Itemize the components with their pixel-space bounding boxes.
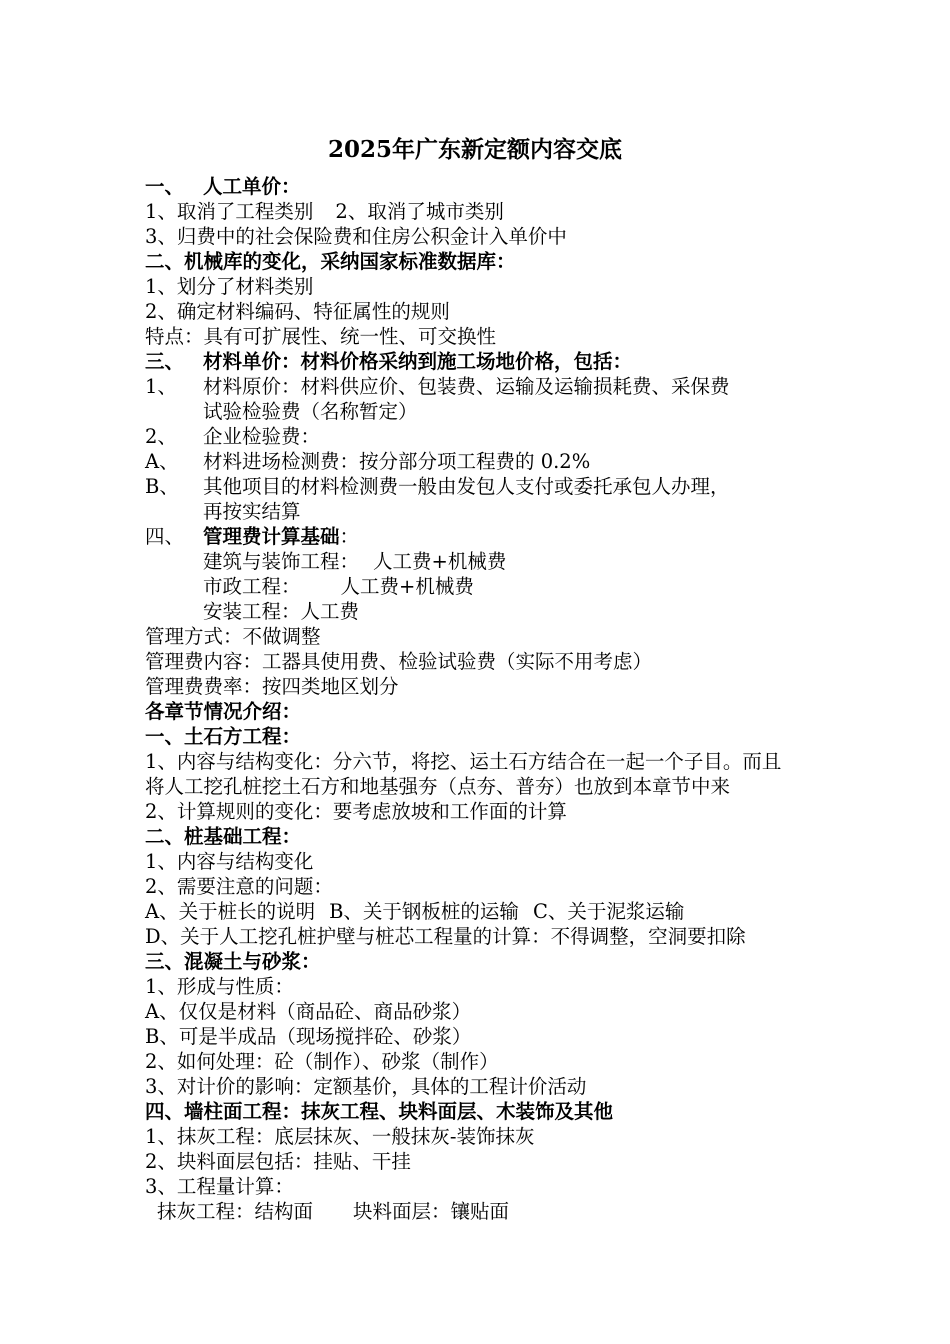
text-line: 2、如何处理：砼（制作）、砂浆（制作） [145, 1050, 499, 1073]
text-item: 1、取消了工程类别 [145, 200, 314, 223]
text-line: 3、工程量计算： [145, 1175, 294, 1198]
chapter-1-heading: 一、土石方工程： [145, 725, 302, 748]
text-item: 人工费+机械费 [373, 550, 507, 573]
text-line: 管理方式：不做调整 [145, 625, 321, 648]
text-line [145, 1199, 915, 1224]
list-text: 企业检验费： [203, 425, 321, 448]
text-item: 建筑与装饰工程： [203, 550, 360, 573]
chapter-3-heading: 三、混凝土与砂浆： [145, 950, 321, 973]
text-line: B、可是半成品（现场搅拌砼、砂浆） [145, 1025, 472, 1048]
text-line: 1、划分了材料类别 [145, 275, 314, 298]
text-line: D、关于人工挖孔桩护壁与桩芯工程量的计算：不得调整，空洞要扣除 [145, 925, 746, 948]
list-marker: A、 [145, 450, 179, 473]
text-line: 3、对计价的影响：定额基价，具体的工程计价活动 [145, 1075, 587, 1098]
section-1-title: 人工单价： [203, 175, 301, 198]
text-line: A、仅仅是材料（商品砼、商品砂浆） [145, 1000, 472, 1023]
list-marker: 1、 [145, 375, 177, 398]
text-line: 1、内容与结构变化：分六节，将挖、运土石方结合在一起一个子目。而且 [145, 750, 782, 773]
text-line: 2、确定材料编码、特征属性的规则 [145, 300, 450, 323]
section-4-title: 管理费计算基础 [203, 525, 340, 548]
list-marker: 2、 [145, 425, 177, 448]
section-1-number: 一、 [145, 175, 185, 198]
text-line [145, 549, 915, 574]
text-item: 人工费+机械费 [340, 575, 474, 598]
list-marker: B、 [145, 475, 179, 498]
section-2-heading: 二、机械库的变化，采纳国家标准数据库： [145, 250, 516, 273]
section-4-number: 四、 [145, 525, 185, 548]
section-3-heading [145, 349, 915, 374]
text-line: 3、归费中的社会保险费和住房公积金计入单价中 [145, 225, 567, 248]
text-line: 将人工挖孔桩挖土石方和地基强夯（点夯、普夯）也放到本章节中来 [145, 775, 731, 798]
list-continuation: 再按实结算 [203, 500, 301, 523]
list-text: 材料进场检测费：按分部分项工程费的 0.2% [203, 450, 591, 473]
section-4-colon: ： [339, 525, 360, 548]
document-body [145, 174, 915, 1224]
chapters-heading: 各章节情况介绍： [145, 700, 302, 723]
text-line [145, 199, 915, 224]
text-line: 2、计算规则的变化：要考虑放坡和工作面的计算 [145, 800, 567, 823]
text-line: 管理费内容：工器具使用费、检验试验费（实际不用考虑） [145, 650, 653, 673]
text-line: 1、形成与性质： [145, 975, 294, 998]
text-line [145, 574, 915, 599]
text-line [145, 899, 915, 924]
list-text: 材料原价：材料供应价、包装费、运输及运输损耗费、采保费 [203, 375, 730, 398]
list-item [145, 374, 915, 399]
text-line: 特点：具有可扩展性、统一性、可交换性 [145, 325, 497, 348]
text-line: 1、抹灰工程：底层抹灰、一般抹灰-装饰抹灰 [145, 1125, 535, 1148]
text-line: 2、需要注意的问题： [145, 875, 333, 898]
document-title: 2025年广东新定额内容交底 [327, 136, 622, 163]
text-line: 2、块料面层包括：挂贴、干挂 [145, 1150, 411, 1173]
text-line: 管理费费率：按四类地区划分 [145, 675, 399, 698]
chapter-2-heading: 二、桩基础工程： [145, 825, 302, 848]
text-line: 1、内容与结构变化 [145, 850, 314, 873]
list-item [145, 424, 915, 449]
text-item: C、关于泥浆运输 [532, 900, 685, 923]
text-item: 抹灰工程：结构面 [157, 1200, 314, 1223]
text-item: 市政工程： [203, 575, 301, 598]
list-continuation: 试验检验费（名称暂定） [203, 400, 418, 423]
text-item: B、关于钢板桩的运输 [329, 900, 519, 923]
text-item: 2、取消了城市类别 [335, 200, 504, 223]
section-1-heading [145, 174, 915, 199]
list-item [145, 474, 915, 499]
text-item: 块料面层：镶贴面 [353, 1200, 510, 1223]
text-item: A、关于桩长的说明 [145, 900, 316, 923]
list-item [145, 449, 915, 474]
text-line: 安装工程：人工费 [203, 600, 360, 623]
section-4-heading [145, 524, 915, 549]
section-3-title: 材料单价：材料价格采纳到施工场地价格，包括： [203, 350, 633, 373]
chapter-4-heading: 四、墙柱面工程：抹灰工程、块料面层、木装饰及其他 [145, 1100, 614, 1123]
list-text: 其他项目的材料检测费一般由发包人支付或委托承包人办理， [203, 475, 730, 498]
section-3-number: 三、 [145, 350, 185, 373]
